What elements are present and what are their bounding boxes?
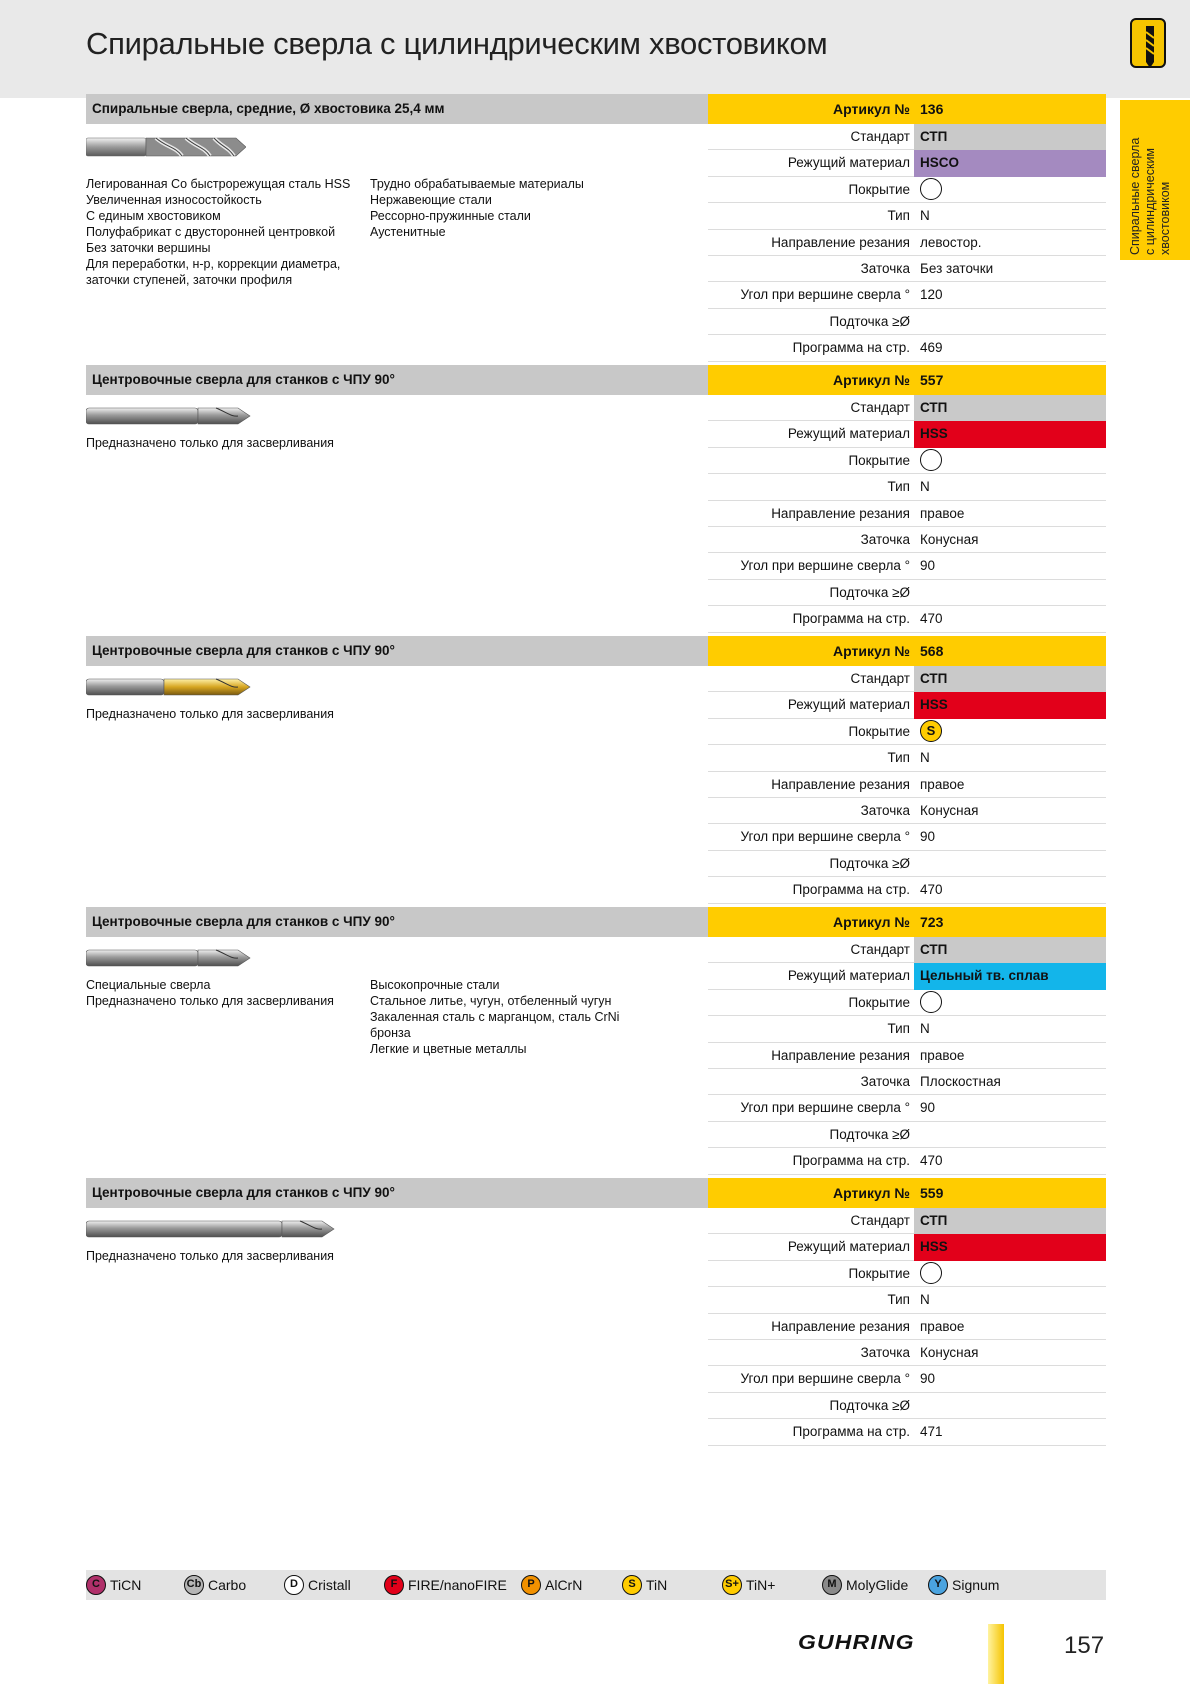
spec-label-cutting-material: Режущий материал [787, 697, 910, 713]
spec-row-sharpening [708, 256, 1106, 282]
spec-value-sharpening: Плоскостная [920, 1074, 1001, 1089]
drill-image [86, 403, 254, 434]
legend-label: AlCrN [545, 1577, 583, 1593]
spec-row-point-thinning [708, 851, 1106, 877]
spec-label-standard: Стандарт [850, 942, 910, 957]
coating-icon [920, 1262, 942, 1284]
spec-label-standard: Стандарт [850, 400, 910, 415]
legend-item [822, 1575, 908, 1595]
coating-icon [920, 991, 942, 1013]
spec-value-sharpening: Конусная [920, 1345, 979, 1360]
spec-value-point-angle: 90 [920, 1100, 936, 1116]
spec-value-program-page: 470 [920, 611, 943, 627]
spec-row-type [708, 1016, 1106, 1042]
legend-item [722, 1575, 775, 1595]
product-section [86, 94, 1106, 364]
spec-row-point-angle [708, 1095, 1106, 1121]
spec-label-cutting-direction: Направление резания [771, 234, 910, 250]
spec-label-program-page: Программа на стр. [792, 882, 910, 898]
spec-value-cutting-material: HSS [914, 1234, 1106, 1260]
spec-label-standard: Стандарт [850, 671, 910, 686]
spec-row-program-page [708, 606, 1106, 632]
description-line: Предназначено только для засверливания [86, 1249, 334, 1263]
coating-badge-icon: P [521, 1575, 541, 1595]
spec-row-point-angle [708, 1366, 1106, 1392]
spec-label-article-number: Артикул № [833, 643, 910, 659]
spec-row-point-thinning [708, 580, 1106, 606]
spec-row-point-thinning [708, 1393, 1106, 1419]
spec-label-standard: Стандарт [850, 129, 910, 144]
section-title: Центровочные сверла для станков с ЧПУ 90° [92, 914, 395, 929]
description-line: С единым хвостовиком [86, 209, 221, 223]
spec-label-program-page: Программа на стр. [792, 611, 910, 627]
legend-label: MolyGlide [846, 1577, 909, 1593]
spec-value-point-thinning [914, 580, 1106, 606]
spec-row-program-page [708, 1419, 1106, 1445]
description-line: Высокопрочные стали [370, 978, 500, 992]
spec-value-cutting-material: HSS [914, 692, 1106, 718]
drill-image [86, 132, 246, 167]
spec-value-point-thinning [914, 851, 1106, 877]
spec-label-coating: Покрытие [848, 1265, 910, 1281]
spec-value-coating [914, 177, 1106, 205]
spec-row-program-page [708, 1148, 1106, 1174]
description-line: Для переработки, н-р, коррекции диаметра, [86, 257, 341, 271]
spec-value-type: N [920, 750, 930, 766]
spec-value-coating [914, 1261, 1106, 1289]
spec-label-cutting-material: Режущий материал [787, 426, 910, 442]
spec-label-program-page: Программа на стр. [792, 1424, 910, 1440]
spec-row-cutting-direction [708, 230, 1106, 256]
spec-value-point-angle: 90 [920, 558, 936, 574]
spec-label-coating: Покрытие [848, 723, 910, 739]
coating-badge-icon: C [86, 1575, 106, 1595]
spec-row-program-page [708, 335, 1106, 361]
spec-value-cutting-direction: правое [920, 776, 965, 792]
spec-row-point-angle [708, 824, 1106, 850]
legend-label: TiN [646, 1577, 668, 1593]
spec-label-point-angle: Угол при вершине сверла ° [740, 558, 910, 574]
spec-value-standard: СТП [914, 666, 1106, 692]
spec-row-program-page [708, 877, 1106, 903]
drill-category-icon [1130, 18, 1166, 68]
description-line: Легированная Co быстрорежущая сталь HSS [86, 177, 351, 191]
spec-label-coating: Покрытие [848, 994, 910, 1010]
legend-item [184, 1575, 246, 1595]
spec-value-sharpening: Конусная [920, 532, 979, 547]
spec-value-type: N [920, 1021, 930, 1037]
product-section [86, 365, 1106, 635]
description-line: бронза [370, 1026, 411, 1040]
spec-label-point-angle: Угол при вершине сверла ° [740, 1100, 910, 1116]
legend-item [284, 1575, 351, 1595]
spec-label-point-thinning: Подточка ≥Ø [829, 1397, 910, 1413]
spec-row-coating [708, 990, 1106, 1016]
spec-label-coating: Покрытие [848, 452, 910, 468]
spec-row-coating [708, 448, 1106, 474]
spec-value-cutting-material: HSS [914, 421, 1106, 447]
spec-row-cutting-material [708, 692, 1106, 718]
description-left [86, 176, 350, 288]
spec-row-article-number [708, 636, 1106, 666]
coating-badge-icon: F [384, 1575, 404, 1595]
spec-label-sharpening: Заточка [860, 1345, 910, 1360]
spec-label-article-number: Артикул № [833, 914, 910, 930]
spec-label-point-angle: Угол при вершине сверла ° [740, 829, 910, 845]
spec-value-cutting-direction: правое [920, 1318, 965, 1334]
legend-item [86, 1575, 141, 1595]
spec-row-standard [708, 666, 1106, 692]
spec-label-sharpening: Заточка [860, 1074, 910, 1089]
spec-label-article-number: Артикул № [833, 1185, 910, 1201]
spec-label-article-number: Артикул № [833, 372, 910, 388]
description-line: Легкие и цветные металлы [370, 1042, 527, 1056]
spec-label-cutting-material: Режущий материал [787, 1239, 910, 1255]
legend-item [622, 1575, 667, 1595]
spec-row-standard [708, 124, 1106, 150]
drill-image [86, 945, 254, 976]
spec-label-cutting-direction: Направление резания [771, 1318, 910, 1334]
spec-label-type: Тип [887, 1292, 910, 1308]
spec-label-cutting-direction: Направление резания [771, 1047, 910, 1063]
legend-label: TiCN [110, 1577, 142, 1593]
spec-label-coating: Покрытие [848, 181, 910, 197]
description-line: Специальные сверла [86, 978, 211, 992]
footer-accent-bar [988, 1624, 1004, 1684]
coating-icon [920, 178, 942, 200]
spec-value-type: N [920, 479, 930, 495]
spec-label-type: Тип [887, 479, 910, 495]
spec-row-cutting-direction [708, 1314, 1106, 1340]
spec-value-standard: СТП [914, 124, 1106, 150]
coating-badge-icon: Y [928, 1575, 948, 1595]
legend-item [521, 1575, 582, 1595]
spec-label-cutting-direction: Направление резания [771, 776, 910, 792]
spec-value-standard: СТП [914, 937, 1106, 963]
coating-badge-icon: D [284, 1575, 304, 1595]
coating-badge-icon: S [622, 1575, 642, 1595]
spec-value-article-number: 723 [920, 914, 944, 930]
description-line: заточки ступеней, заточки профиля [86, 273, 293, 287]
spec-value-point-thinning [914, 309, 1106, 335]
spec-value-program-page: 470 [920, 1153, 943, 1169]
spec-row-cutting-material [708, 421, 1106, 447]
description-line: Предназначено только для засверливания [86, 436, 334, 450]
spec-row-type [708, 745, 1106, 771]
spec-label-point-thinning: Подточка ≥Ø [829, 584, 910, 600]
spec-row-coating [708, 719, 1106, 745]
spec-label-article-number: Артикул № [833, 101, 910, 117]
spec-label-point-thinning: Подточка ≥Ø [829, 313, 910, 329]
spec-label-program-page: Программа на стр. [792, 340, 910, 356]
description-line: Трудно обрабатываемые материалы [370, 177, 584, 191]
spec-row-article-number [708, 365, 1106, 395]
spec-row-standard [708, 1208, 1106, 1234]
section-title: Центровочные сверла для станков с ЧПУ 90° [92, 643, 395, 658]
spec-value-cutting-material: Цельный тв. сплав [914, 963, 1106, 989]
spec-label-point-thinning: Подточка ≥Ø [829, 1126, 910, 1142]
description-line: Полуфабрикат с двусторонней центровкой [86, 225, 336, 239]
spec-value-article-number: 568 [920, 643, 944, 659]
page-title: Спиральные сверла с цилиндрическим хвостовиком [86, 26, 828, 61]
spec-value-point-thinning [914, 1393, 1106, 1419]
legend-label: TiN+ [746, 1577, 776, 1593]
description-line: Предназначено только для засверливания [86, 707, 334, 721]
spec-label-sharpening: Заточка [860, 261, 910, 276]
spec-row-cutting-direction [708, 501, 1106, 527]
description-right [370, 176, 584, 240]
description-line: Предназначено только для засверливания [86, 994, 334, 1008]
spec-label-type: Тип [887, 208, 910, 224]
spec-label-standard: Стандарт [850, 1213, 910, 1228]
legend-label: Carbo [208, 1577, 247, 1593]
spec-value-point-thinning [914, 1122, 1106, 1148]
description-line: Нержавеющие стали [370, 193, 492, 207]
spec-row-standard [708, 395, 1106, 421]
legend-item [384, 1575, 507, 1595]
spec-row-article-number [708, 1178, 1106, 1208]
drill-image [86, 1216, 338, 1247]
spec-value-program-page: 471 [920, 1424, 943, 1440]
spec-label-point-thinning: Подточка ≥Ø [829, 855, 910, 871]
spec-value-coating [914, 719, 1106, 747]
spec-row-sharpening [708, 1069, 1106, 1095]
spec-value-program-page: 470 [920, 882, 943, 898]
spec-row-coating [708, 177, 1106, 203]
spec-row-type [708, 1287, 1106, 1313]
page-number: 157 [1064, 1632, 1105, 1659]
side-tab-label: Спиральные сверла с цилиндрическим хвостовиком [1128, 137, 1172, 255]
spec-value-sharpening: Без заточки [920, 261, 994, 276]
spec-row-sharpening [708, 1340, 1106, 1366]
spec-value-standard: СТП [914, 1208, 1106, 1234]
spec-value-point-angle: 90 [920, 829, 936, 845]
spec-label-point-angle: Угол при вершине сверла ° [740, 1371, 910, 1387]
description-right [370, 977, 619, 1057]
description-line: Аустенитные [370, 225, 446, 239]
spec-value-point-angle: 90 [920, 1371, 936, 1387]
spec-row-sharpening [708, 798, 1106, 824]
spec-value-cutting-direction: левостор. [920, 234, 982, 250]
description-left [86, 977, 334, 1009]
spec-row-article-number [708, 94, 1106, 124]
coating-badge-icon: Cb [184, 1575, 204, 1595]
spec-row-cutting-direction [708, 772, 1106, 798]
section-title: Спиральные сверла, средние, Ø хвостовика 25,4 мм [92, 101, 445, 116]
section-title: Центровочные сверла для станков с ЧПУ 90° [92, 372, 395, 387]
spec-row-point-thinning [708, 309, 1106, 335]
spec-label-cutting-material: Режущий материал [787, 968, 910, 984]
spec-value-coating [914, 448, 1106, 476]
spec-row-cutting-material [708, 1234, 1106, 1260]
legend-item [928, 1575, 999, 1595]
spec-label-type: Тип [887, 750, 910, 766]
spec-value-sharpening: Конусная [920, 803, 979, 818]
spec-value-cutting-direction: правое [920, 1047, 965, 1063]
spec-row-cutting-material [708, 963, 1106, 989]
spec-row-point-thinning [708, 1122, 1106, 1148]
spec-label-sharpening: Заточка [860, 803, 910, 818]
coating-icon: S [920, 720, 942, 742]
description-line: Увеличенная износостойкость [86, 193, 262, 207]
coating-legend [86, 1570, 1106, 1600]
spec-value-standard: СТП [914, 395, 1106, 421]
spec-value-cutting-material: HSCO [914, 150, 1106, 176]
product-section [86, 636, 1106, 906]
coating-icon [920, 449, 942, 471]
spec-value-article-number: 559 [920, 1185, 944, 1201]
legend-label: Signum [952, 1577, 1000, 1593]
spec-row-cutting-material [708, 150, 1106, 176]
spec-value-type: N [920, 1292, 930, 1308]
section-title: Центровочные сверла для станков с ЧПУ 90° [92, 1185, 395, 1200]
spec-label-point-angle: Угол при вершине сверла ° [740, 287, 910, 303]
spec-row-type [708, 474, 1106, 500]
spec-row-point-angle [708, 553, 1106, 579]
legend-label: Cristall [308, 1577, 351, 1593]
spec-row-sharpening [708, 527, 1106, 553]
spec-value-coating [914, 990, 1106, 1018]
spec-label-program-page: Программа на стр. [792, 1153, 910, 1169]
spec-row-standard [708, 937, 1106, 963]
description-line: Без заточки вершины [86, 241, 211, 255]
spec-value-article-number: 557 [920, 372, 944, 388]
spec-value-article-number: 136 [920, 101, 944, 117]
spec-value-cutting-direction: правое [920, 505, 965, 521]
spec-row-type [708, 203, 1106, 229]
spec-label-cutting-material: Режущий материал [787, 155, 910, 171]
description-line: Стальное литье, чугун, отбеленный чугун [370, 994, 612, 1008]
spec-row-cutting-direction [708, 1043, 1106, 1069]
brand-logo: GUHRING [798, 1632, 915, 1654]
spec-value-program-page: 469 [920, 340, 943, 356]
product-section [86, 907, 1106, 1177]
description-left [86, 435, 334, 451]
legend-label: FIRE/nanoFIRE [408, 1577, 507, 1593]
description-left [86, 706, 334, 722]
spec-row-article-number [708, 907, 1106, 937]
spec-label-sharpening: Заточка [860, 532, 910, 547]
spec-value-point-angle: 120 [920, 287, 943, 303]
description-line: Рессорно-пружинные стали [370, 209, 531, 223]
spec-value-type: N [920, 208, 930, 224]
spec-label-type: Тип [887, 1021, 910, 1037]
spec-row-point-angle [708, 282, 1106, 308]
coating-badge-icon: S+ [722, 1575, 742, 1595]
description-left [86, 1248, 334, 1264]
spec-label-cutting-direction: Направление резания [771, 505, 910, 521]
product-section [86, 1178, 1106, 1448]
coating-badge-icon: M [822, 1575, 842, 1595]
drill-image [86, 674, 254, 705]
spec-row-coating [708, 1261, 1106, 1287]
description-line: Закаленная сталь с марганцом, сталь CrNi [370, 1010, 620, 1024]
